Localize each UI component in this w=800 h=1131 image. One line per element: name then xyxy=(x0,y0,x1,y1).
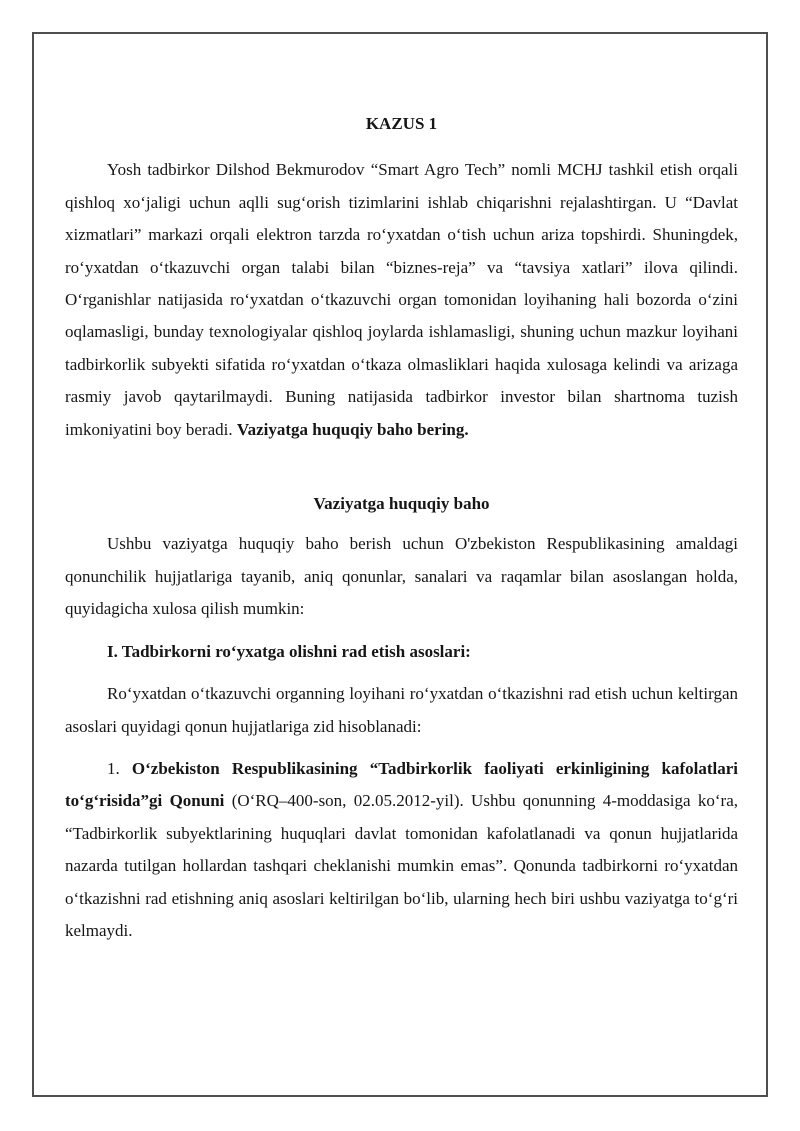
law-item-1-paragraph xyxy=(65,753,738,947)
bold-text-run: Vaziyatga huquqiy baho bering. xyxy=(236,419,469,439)
bold-text-run: I. Tadbirkorni roʻyxatga olishni rad etish asoslari: xyxy=(107,641,471,661)
text-run: (OʻRQ–400-son, 02.05.2012-yil). Ushbu qonunning 4-moddasiga koʻra, “Tadbirkorlik subyektlarining huquqlari davlat tomonidan kafolatlanadi va qonun hujjatlarida nazarda tutilgan hollardan tashqari cheklanishi mumkin emas”. Qonunda tadbirkorni roʻyxatdan oʻtkazishni rad etishning aniq asoslari keltirilgan boʻlib, ularning hech biri ushbu vaziyatga toʻgʻri kelmaydi. xyxy=(65,791,738,940)
refusal-grounds-paragraph xyxy=(65,678,738,743)
section-one-subheading xyxy=(65,636,738,668)
case-title xyxy=(65,108,738,140)
assessment-intro-paragraph xyxy=(65,528,738,625)
text-run: Yosh tadbirkor Dilshod Bekmurodov “Smart Agro Tech” nomli MCHJ tashkil etish orqali qishloq xoʻjaligi uchun aqlli sugʻorish tizimlarini ishlab chiqarishni rejalashtirgan. U “Davlat xizmatlari” markazi orqali elektron tarzda roʻyxatdan oʻtish uchun ariza topshirdi. Shuningdek, roʻyxatdan oʻtkazuvchi organ talabi bilan “biznes-reja” va “tavsiya xatlari” ilova qilindi. Oʻrganishlar natijasida roʻyxatdan oʻtkazuvchi organ tomonidan loyihaning hali bozorda oʻzini oqlamasligi, bunday texnologiyalar qishloq joylarda ishlamasligi, shuning uchun mazkur loyihani tadbirkorlik subyekti sifatida roʻyxatdan oʻtkaza olmasliklari haqida xulosaga kelindi va arizaga rasmiy javob qaytarilmaydi. Buning natijasida tadbirkor investor bilan shartnoma tuzish imkoniyatini boy beradi. xyxy=(65,160,738,439)
text-run: Ushbu vaziyatga huquqiy baho berish uchun O'zbekiston Respublikasining amaldagi qonunchilik hujjatlariga tayanib, aniq qonunlar, sanalari va raqamlar bilan asoslangan holda, quyidagicha xulosa qilish mumkin: xyxy=(65,534,738,619)
document-content xyxy=(65,108,738,947)
text-run: Roʻyxatdan oʻtkazuvchi organning loyihani roʻyxatdan oʻtkazishni rad etish uchun keltirgan asoslari quyidagi qonun hujjatlariga zid hisoblanadi: xyxy=(65,684,738,736)
legal-assessment-heading xyxy=(65,488,738,520)
bold-text-run: Oʻzbekiston Respublikasining “Tadbirkorlik faoliyati erkinligining kafolatlari toʻgʻrisida”gi Qonuni xyxy=(65,758,739,811)
bold-text-run: KAZUS 1 xyxy=(365,114,438,133)
text-run: 1. xyxy=(107,758,132,778)
bold-text-run: Vaziyatga huquqiy baho xyxy=(313,494,490,514)
case-description-paragraph xyxy=(65,154,738,446)
page-border-frame xyxy=(32,32,768,1097)
